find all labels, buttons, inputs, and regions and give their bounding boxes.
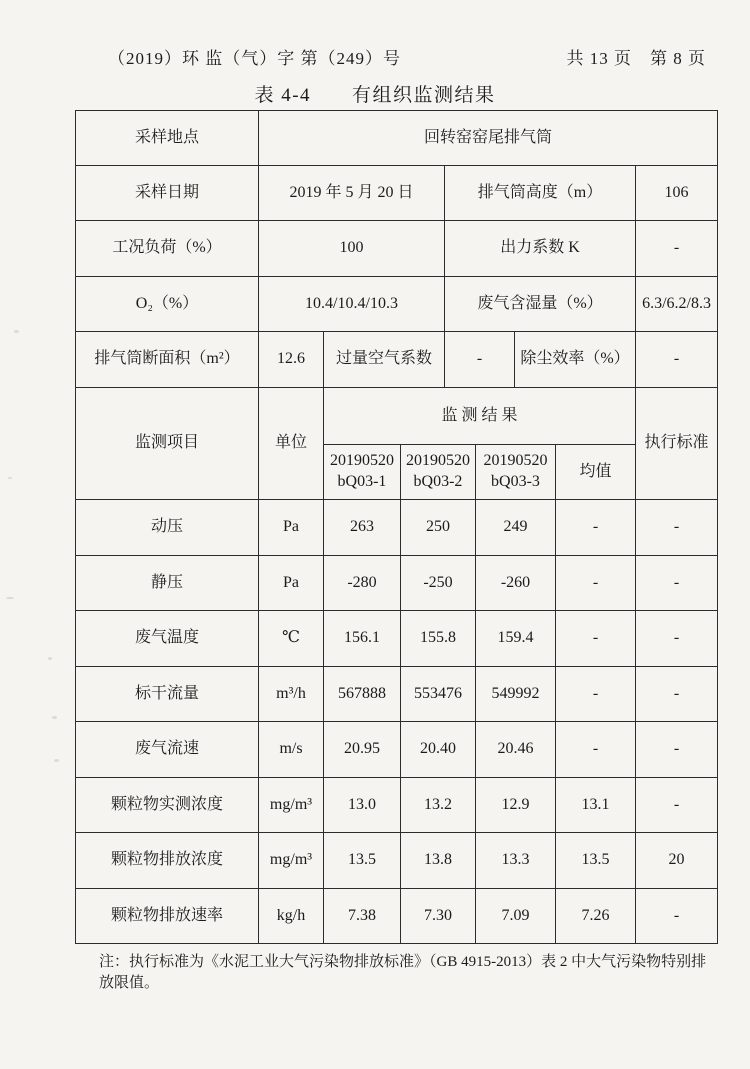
scan-artifact: [6, 597, 14, 599]
cell-results-header: 监 测 结 果: [324, 388, 636, 445]
cell-standard: -: [636, 500, 718, 556]
cell-output-coeff-label: 出力系数 K: [445, 221, 636, 277]
table-row: [76, 722, 718, 778]
cell-value-3: 159.4: [476, 611, 556, 667]
cell-standard-header: 执行标准: [636, 388, 718, 500]
cell-unit: ℃: [259, 611, 324, 667]
cell-value-3: 549992: [476, 667, 556, 722]
cell-mean: 13.1: [556, 778, 636, 833]
cell-standard: -: [636, 667, 718, 722]
cell-dust-eff-value: -: [636, 332, 718, 388]
cell-unit: kg/h: [259, 889, 324, 944]
cell-value-3: -260: [476, 556, 556, 611]
table-row: [76, 778, 718, 833]
cell-humidity-label: 废气含湿量（%）: [445, 277, 636, 332]
cell-load-label: 工况负荷（%）: [76, 221, 259, 277]
cell-unit: m³/h: [259, 667, 324, 722]
sample-1-date: 20190520: [330, 452, 394, 470]
cell-dust-eff-label: 除尘效率（%）: [515, 332, 636, 388]
cell-mean: 13.5: [556, 833, 636, 889]
cell-standard: -: [636, 889, 718, 944]
cell-mean: -: [556, 556, 636, 611]
cell-unit-header: 单位: [259, 388, 324, 500]
cell-value-1: 156.1: [324, 611, 401, 667]
cell-mean: -: [556, 667, 636, 722]
cell-value-1: 13.5: [324, 833, 401, 889]
cell-item: 颗粒物实测浓度: [76, 778, 259, 833]
row-cross-section: [76, 332, 718, 388]
cell-humidity-value: 6.3/6.2/8.3: [636, 277, 718, 332]
cell-excess-air-label: 过量空气系数: [324, 332, 445, 388]
row-sampling-date: [76, 166, 718, 221]
cell-value-2: -250: [401, 556, 476, 611]
cell-date-label: 采样日期: [76, 166, 259, 221]
cell-mean: 7.26: [556, 889, 636, 944]
scan-artifact: [52, 716, 57, 719]
cell-site-label: 采样地点: [76, 111, 259, 166]
cell-sample-2: [401, 445, 476, 500]
table-row: [76, 556, 718, 611]
cell-standard: -: [636, 611, 718, 667]
table-row: [76, 500, 718, 556]
cell-value-2: 250: [401, 500, 476, 556]
sample-1-id: bQ03-1: [337, 473, 387, 490]
scan-artifact: [48, 657, 52, 660]
cell-standard: 20: [636, 833, 718, 889]
cell-standard: -: [636, 722, 718, 778]
sample-2-date: 20190520: [406, 452, 470, 470]
cell-item: 废气流速: [76, 722, 259, 778]
row-oxygen: [76, 277, 718, 332]
cell-standard: -: [636, 556, 718, 611]
sample-2-id: bQ03-2: [413, 473, 463, 490]
cell-value-2: 20.40: [401, 722, 476, 778]
cell-o2-value: 10.4/10.4/10.3: [259, 277, 445, 332]
cell-value-1: 263: [324, 500, 401, 556]
row-load: [76, 221, 718, 277]
cell-item-header: 监测项目: [76, 388, 259, 500]
cell-value-3: 12.9: [476, 778, 556, 833]
cell-o2-label: O₂（%）: [76, 277, 259, 332]
table-row: [76, 611, 718, 667]
table-row: [76, 833, 718, 889]
cell-item: 动压: [76, 500, 259, 556]
cell-unit: mg/m³: [259, 778, 324, 833]
cell-stack-height-value: 106: [636, 166, 718, 221]
cell-unit: mg/m³: [259, 833, 324, 889]
scan-artifact: [14, 330, 19, 333]
table-row: [76, 667, 718, 722]
sample-3-id: bQ03-3: [491, 473, 540, 490]
cell-excess-air-value: -: [445, 332, 515, 388]
cell-mean: -: [556, 722, 636, 778]
cell-stack-height-label: 排气筒高度（m）: [445, 166, 636, 221]
row-sampling-site: [76, 111, 718, 166]
footnote: 注：执行标准为《水泥工业大气污染物排放标准》（GB 4915-2013）表 2 中大气污染物特别排放限值。: [99, 954, 707, 991]
cell-item: 静压: [76, 556, 259, 611]
cell-standard: -: [636, 778, 718, 833]
cell-value-3: 13.3: [476, 833, 556, 889]
cell-value-1: -280: [324, 556, 401, 611]
cell-item: 颗粒物排放浓度: [76, 833, 259, 889]
cell-unit: Pa: [259, 556, 324, 611]
cell-value-3: 20.46: [476, 722, 556, 778]
doc-number: （2019）环 监（气）字 第（249）号: [108, 49, 401, 68]
cell-value-1: 20.95: [324, 722, 401, 778]
cell-output-coeff-value: -: [636, 221, 718, 277]
cell-value-3: 249: [476, 500, 556, 556]
cell-value-3: 7.09: [476, 889, 556, 944]
cell-date-value: 2019 年 5 月 20 日: [259, 166, 445, 221]
monitoring-results-table: [75, 110, 718, 944]
cell-load-value: 100: [259, 221, 445, 277]
page-header: [108, 44, 706, 69]
cell-mean: -: [556, 500, 636, 556]
cell-sample-3: [476, 445, 556, 500]
cell-value-1: 13.0: [324, 778, 401, 833]
cell-unit: Pa: [259, 500, 324, 556]
cell-value-2: 155.8: [401, 611, 476, 667]
cell-mean: -: [556, 611, 636, 667]
sample-3-date: 20190520: [483, 452, 548, 470]
cell-value-1: 567888: [324, 667, 401, 722]
cell-site-value: 回转窑窑尾排气筒: [259, 111, 718, 166]
row-results-header: [76, 388, 718, 445]
scan-artifact: [8, 477, 12, 479]
table-title: 表 4-4 有组织监测结果: [254, 85, 496, 106]
cell-value-1: 7.38: [324, 889, 401, 944]
cell-value-2: 553476: [401, 667, 476, 722]
cell-mean-header: 均值: [556, 445, 636, 500]
cell-value-2: 13.8: [401, 833, 476, 889]
cell-sample-1: [324, 445, 401, 500]
page-number-info: 共 13 页 第 8 页: [566, 49, 706, 68]
scan-artifact: [54, 759, 59, 762]
cell-unit: m/s: [259, 722, 324, 778]
cell-item: 颗粒物排放速率: [76, 889, 259, 944]
cell-value-2: 7.30: [401, 889, 476, 944]
cell-value-2: 13.2: [401, 778, 476, 833]
table-row: [76, 889, 718, 944]
cell-area-label: 排气筒断面积（m²）: [76, 332, 259, 388]
cell-area-value: 12.6: [259, 332, 324, 388]
cell-item: 标干流量: [76, 667, 259, 722]
cell-item: 废气温度: [76, 611, 259, 667]
